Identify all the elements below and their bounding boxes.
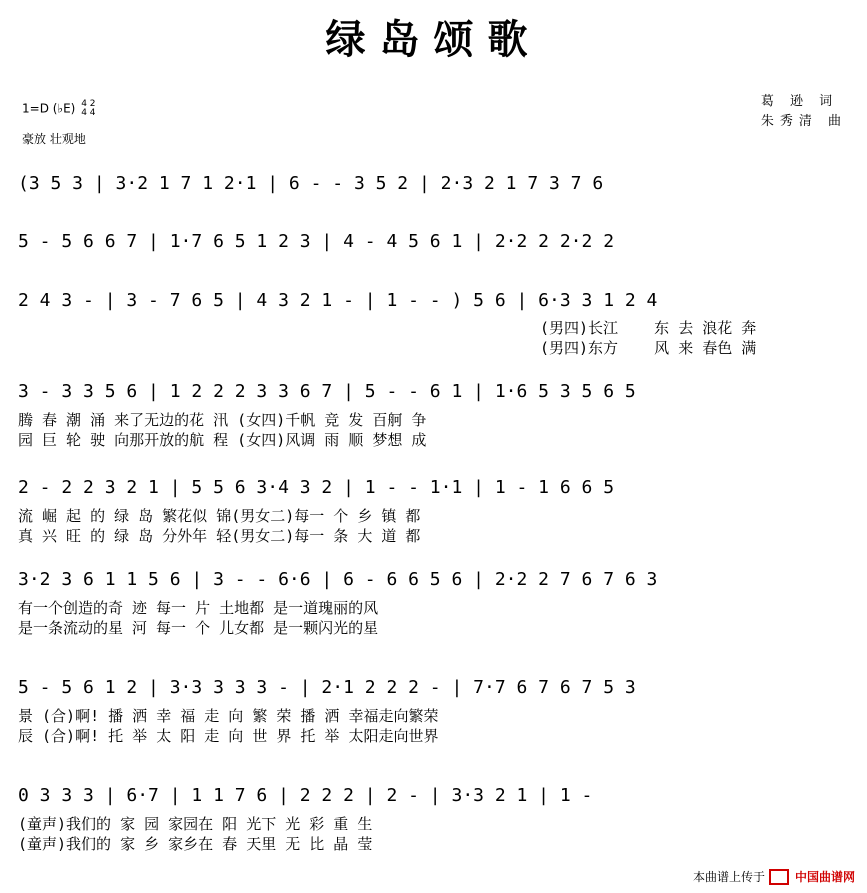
credits xyxy=(761,92,847,132)
footer xyxy=(693,868,855,885)
notation-line-6: 3·2 3 6 1 1 5 6 | 3 - - 6·6 | 6 - 6 6 5 6 | 2·2 2 7 6 7 6 3 xyxy=(18,569,658,590)
notation-line-8: 0 3 3 3 | 6·7 | 1 1 7 6 | 2 2 2 | 2 - | 3·3 2 1 | 1 - xyxy=(18,785,593,806)
lyricist-credit: 葛 逊 词 xyxy=(760,94,839,109)
lyric-line-7a: 景 (合)啊! 播 洒 幸 福 走 向 繁 荣 播 洒 幸福走向繁荣 xyxy=(18,707,439,725)
lyric-line-7b: 辰 (合)啊! 托 举 太 阳 走 向 世 界 托 举 太阳走向世界 xyxy=(18,727,439,745)
lyric-line-8a: (童声)我们的 家 园 家园在 阳 光下 光 彩 重 生 xyxy=(18,815,373,833)
notation-line-5: 2 - 2 2 3 2 1 | 5 5 6 3·4 3 2 | 1 - - 1·1 | 1 - 1 6 6 5 xyxy=(18,477,615,498)
time-bottom: 4 4 xyxy=(81,108,96,118)
lyric-line-4a: 腾 春 潮 涌 来了无边的花 汛 (女四)千帆 竞 发 百舸 争 xyxy=(18,411,427,429)
lyric-line-3a: (男四)长江 东 去 浪花 奔 xyxy=(540,319,757,337)
notation-line-4: 3 - 3 3 5 6 | 1 2 2 2 3 3 6 7 | 5 - - 6 1 | 1·6 5 3 5 6 5 xyxy=(18,381,636,402)
lyric-line-6a: 有一个创造的奇 迹 每一 片 土地都 是一道瑰丽的风 xyxy=(18,599,379,617)
lyric-line-5b: 真 兴 旺 的 绿 岛 分外年 轻(男女二)每一 条 大 道 都 xyxy=(18,527,421,545)
key-text: 1=D (♭E) xyxy=(22,101,76,116)
lyric-line-3b: (男四)东方 风 来 春色 满 xyxy=(540,339,757,357)
lyric-line-8b: (童声)我们的 家 乡 家乡在 春 天里 无 比 晶 莹 xyxy=(18,835,373,853)
notation-line-2: 5 - 5 6 6 7 | 1·7 6 5 1 2 3 | 4 - 4 5 6 1 | 2·2 2 2·2 2 xyxy=(18,231,615,252)
composer-credit: 朱秀清 曲 xyxy=(760,114,847,129)
footer-text: 本曲谱上传于 xyxy=(692,870,765,884)
site-logo-icon xyxy=(769,869,789,885)
lyric-line-4b: 园 巨 轮 驶 向那开放的航 程 (女四)风调 雨 顺 梦想 成 xyxy=(18,431,427,449)
time-top: 4 2 xyxy=(81,99,96,109)
tempo-mood: 豪放 壮观地 xyxy=(22,132,86,146)
time-signature xyxy=(81,100,95,118)
footer-brand[interactable]: 中国曲谱网 xyxy=(794,870,855,884)
key-signature xyxy=(22,100,96,118)
song-title: 绿岛颂歌 xyxy=(325,16,542,63)
lyric-line-5a: 流 崛 起 的 绿 岛 繁花似 锦(男女二)每一 个 乡 镇 都 xyxy=(18,507,421,525)
notation-line-1: (3 5 3 | 3·2 1 7 1 2·1 | 6 - - 3 5 2 | 2·3 2 1 7 3 7 6 xyxy=(18,173,604,194)
lyric-line-6b: 是一条流动的星 河 每一 个 儿女都 是一颗闪光的星 xyxy=(18,619,379,637)
notation-line-7: 5 - 5 6 1 2 | 3·3 3 3 3 - | 2·1 2 2 2 - | 7·7 6 7 6 7 5 3 xyxy=(18,677,636,698)
notation-line-3: 2 4 3 - | 3 - 7 6 5 | 4 3 2 1 - | 1 - - ) 5 6 | 6·3 3 1 2 4 xyxy=(18,290,658,311)
